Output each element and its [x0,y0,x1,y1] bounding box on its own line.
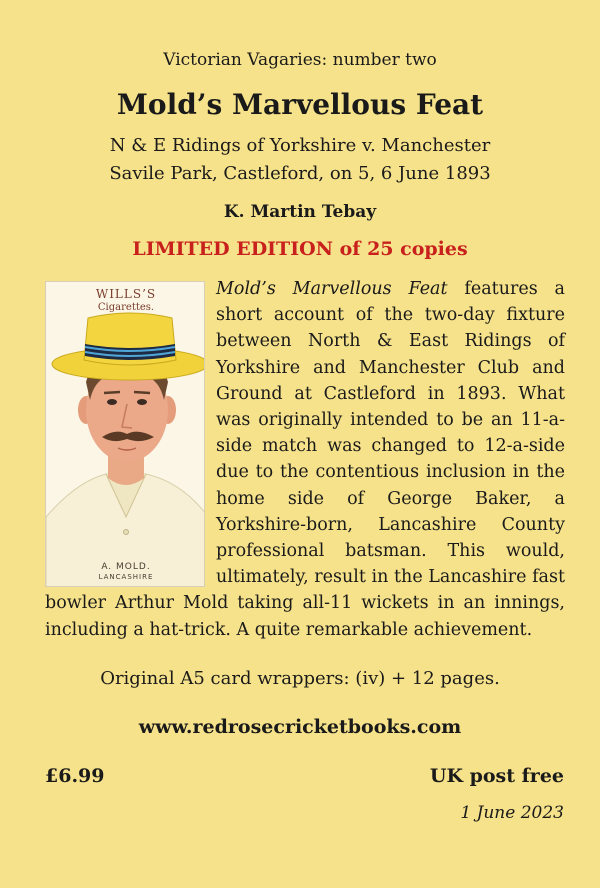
description-title-italic: Mold’s Marvellous Feat [216,279,448,299]
description-line: side match was changed to 12-a-side [216,436,565,456]
description-line-rest: features a [447,279,565,299]
description-line: between North & East Ridings of [216,331,565,351]
author-name: K. Martin Tebay [223,202,377,222]
description-line: including a hat-trick. A quite remarkable achievement. [45,620,533,640]
description-line: Yorkshire-born, Lancashire County [216,515,565,535]
match-subtitle: N & E Ridings of Yorkshire v. Manchester [109,135,491,156]
postage-note: UK post free [429,765,564,787]
description-line: home side of George Baker, a [216,489,565,509]
description-line: Yorkshire and Manchester Club and [216,358,565,378]
card-caption-name: A. MOLD. [101,562,151,572]
card-brand-sub: Cigarettes. [97,302,155,313]
series-line: Victorian Vagaries: number two [163,50,437,70]
website-link[interactable]: www.redrosecricketbooks.com [138,716,462,738]
description-line: short account of the two-day fixture [216,305,565,325]
publication-date: 1 June 2023 [460,803,564,823]
description-line: was originally intended to be an 11-a- [216,410,565,430]
book-title: Mold’s Marvellous Feat [116,88,484,121]
description-line: Ground at Castleford in 1893. What [216,384,565,404]
portrait-illustration [46,282,205,587]
format-details: Original A5 card wrappers: (iv) + 12 pages. [100,668,500,689]
description-line: professional batsman. This would, [216,541,565,561]
card-brand: WILLS’S [95,287,157,301]
limited-edition-notice: LIMITED EDITION of 25 copies [132,238,468,260]
price: £6.99 [45,765,105,787]
description-line [216,276,565,302]
cigarette-card-portrait [45,281,205,587]
match-venue: Savile Park, Castleford, on 5, 6 June 1893 [109,163,491,184]
card-caption-county: LANCASHIRE [98,573,154,581]
description-line: ultimately, result in the Lancashire fast [216,567,565,587]
description-line: bowler Arthur Mold taking all-11 wickets in an innings, [45,593,565,613]
description-line: due to the contentious inclusion in the [216,462,565,482]
